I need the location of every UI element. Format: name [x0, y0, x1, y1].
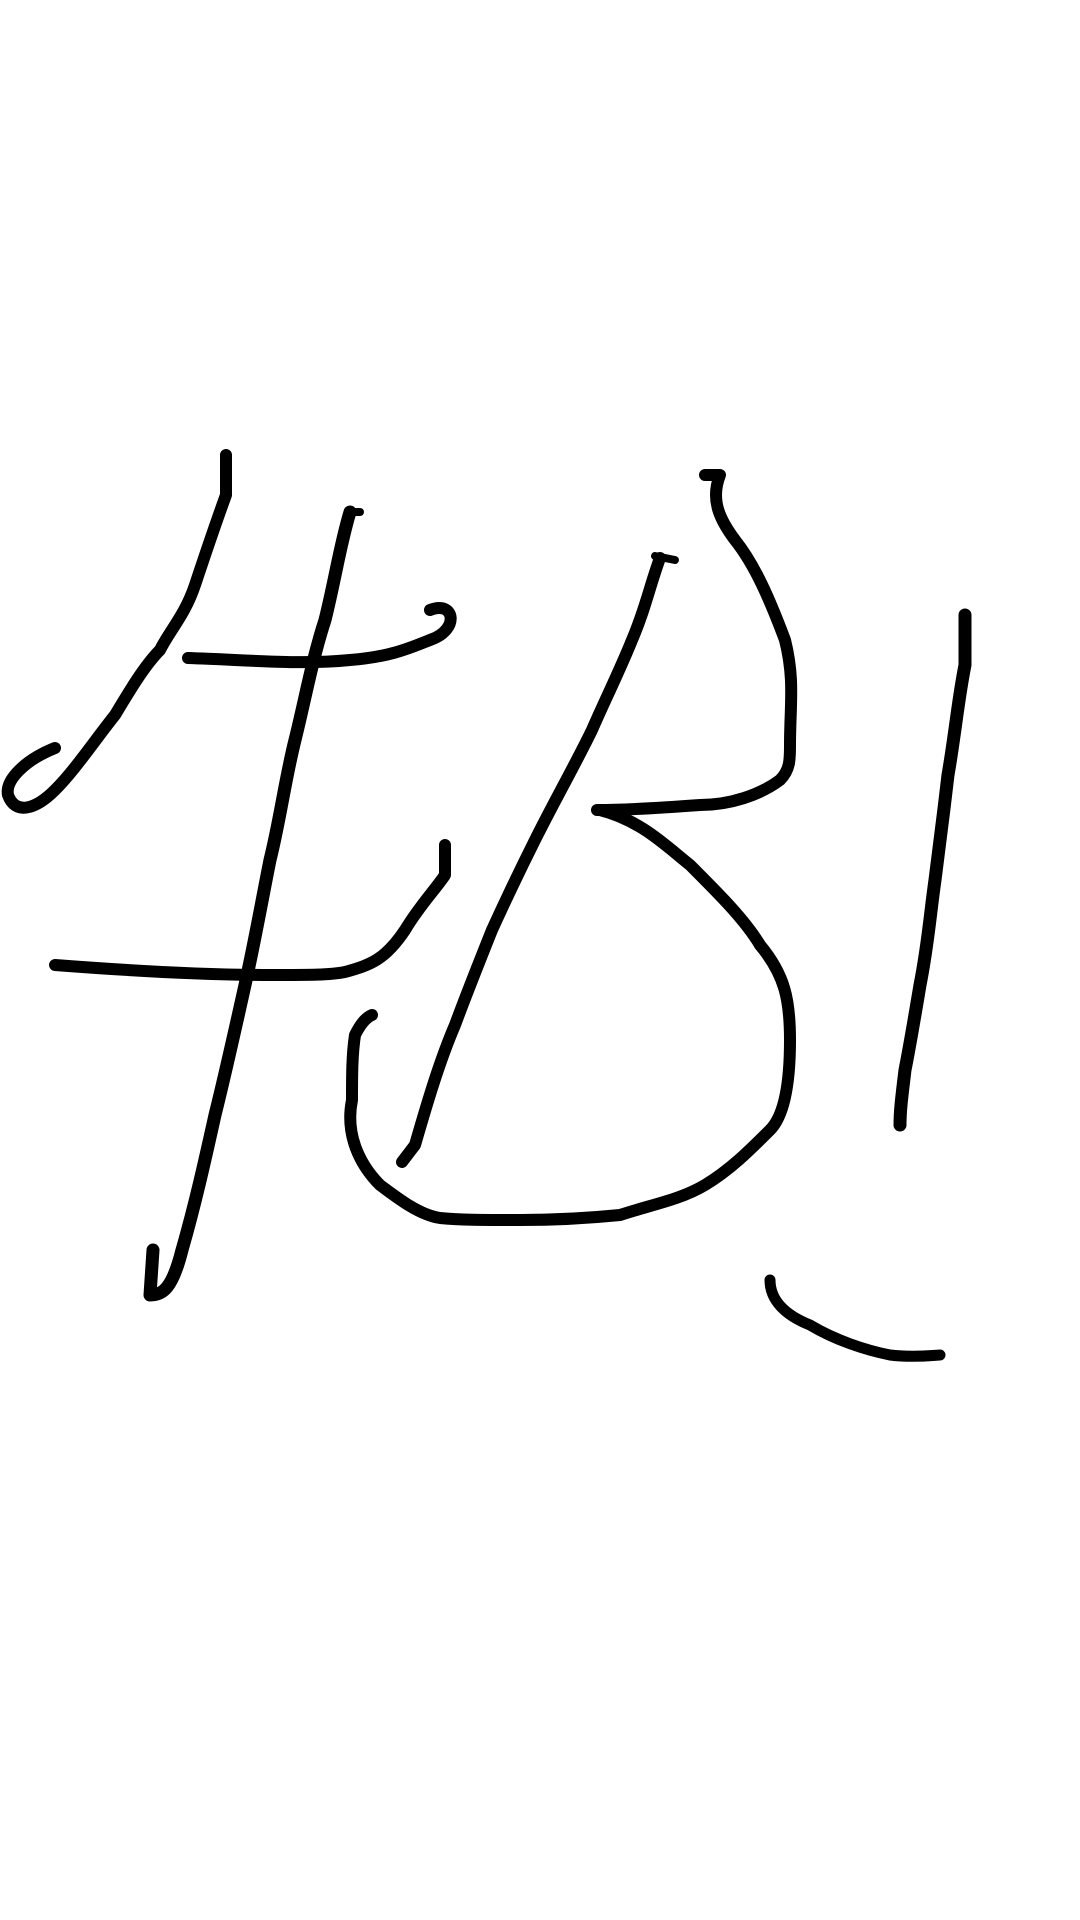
- stroke-lower-bowl: [350, 810, 790, 1220]
- ink-layer: [8, 455, 965, 1356]
- stroke-bottom-curl: [770, 1280, 940, 1356]
- stroke-main-vertical: [150, 512, 350, 1295]
- stroke-exclamation: [900, 615, 965, 1125]
- stroke-right-tick: [655, 556, 675, 560]
- glyph-1: [8, 455, 451, 1295]
- stroke-upper-left-hook: [8, 455, 226, 808]
